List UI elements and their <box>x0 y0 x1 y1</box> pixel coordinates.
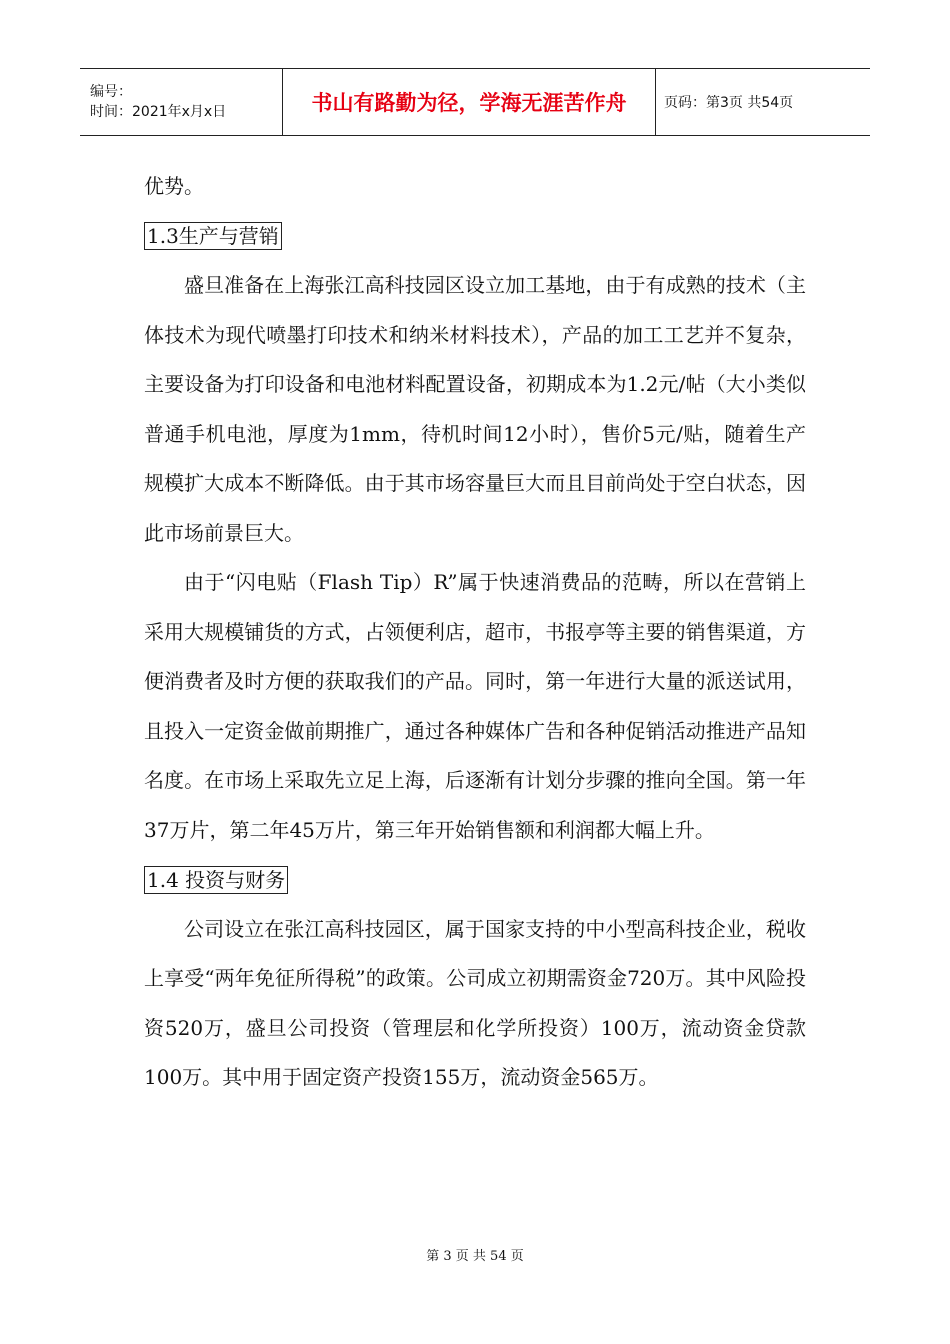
header-table <box>80 68 870 136</box>
paragraph-marketing: 由于“闪电贴（Flash Tip）R”属于快速消费品的范畴，所以在营销上采用大规模铺货的方式，占领便利店，超市，书报亭等主要的销售渠道，方便消费者及时方便的获取我们的产品。同时，第一年进行大量的派送试用，且投入一定资金做前期推广，通过各种媒体广告和各种促销活动推进产品知名度。在市场上采取先立足上海，后逐渐有计划分步骤的推向全国。第一年37万片，第二年45万片，第三年开始销售额和利润都大幅上升。 <box>144 570 806 842</box>
header-left-cell <box>80 69 283 135</box>
page-footer: 第 3 页 共 54 页 <box>426 1249 524 1264</box>
section-heading-1-4-text: 1.4 投资与财务 <box>144 866 288 894</box>
document-number-label: 编号： <box>90 84 132 100</box>
paragraph-production: 盛旦准备在上海张江高科技园区设立加工基地，由于有成熟的技术（主体技术为现代喷墨打印技术和纳米材料技术），产品的加工工艺并不复杂，主要设备为打印设备和电池材料配置设备，初期成本为1.2元/帖（大小类似普通手机电池，厚度为1mm，待机时间12小时），售价5元/贴，随着生产规模扩大成本不断降低。由于其市场容量巨大而且目前尚处于空白状态，因此市场前景巨大。 <box>144 273 806 545</box>
document-time-label: 时间：2021年x月x日 <box>90 104 227 120</box>
section-heading-1-3-text: 1.3生产与营销 <box>144 222 282 250</box>
section-heading-1-3 <box>144 212 806 262</box>
section-heading-1-4 <box>144 855 806 905</box>
document-body <box>144 162 806 1103</box>
header-motto: 书山有路勤为径，学海无涯苦作舟 <box>283 69 656 135</box>
header-page-info: 页码：第3页 共54页 <box>664 95 794 111</box>
paragraph-investment: 公司设立在张江高科技园区，属于国家支持的中小型高科技企业，税收上享受“两年免征所得税”的政策。公司成立初期需资金720万。其中风险投资520万，盛旦公司投资（管理层和化学所投资）100万，流动资金贷款100万。其中用于固定资产投资155万，流动资金565万。 <box>144 916 806 1089</box>
paragraph-continuation: 优势。 <box>144 174 204 198</box>
